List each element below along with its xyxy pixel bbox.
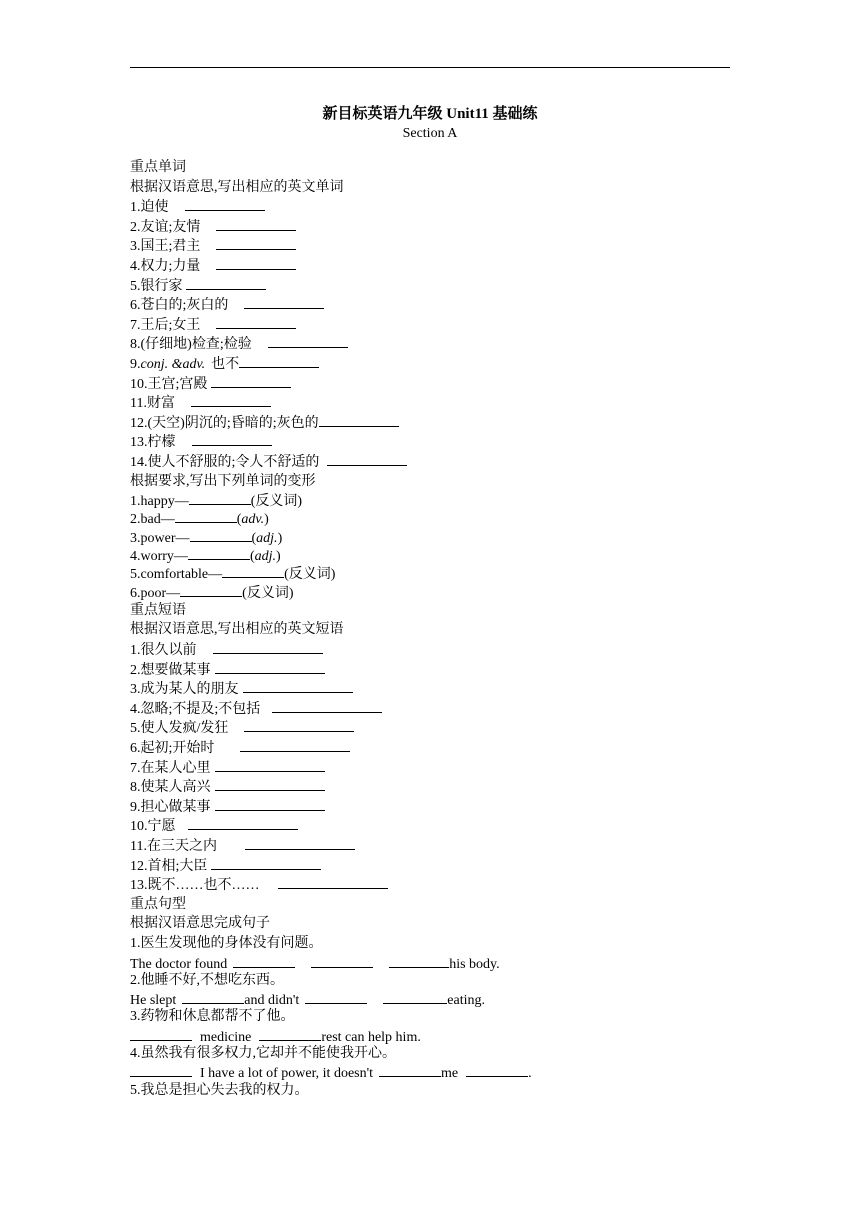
phrase-item	[130, 718, 730, 738]
sentence-en	[130, 1027, 730, 1045]
answer-blank[interactable]	[190, 528, 252, 542]
answer-blank[interactable]	[259, 1027, 321, 1041]
phrase-item	[130, 660, 730, 680]
instruction-forms: 根据要求,写出下列单词的变形	[130, 473, 316, 489]
answer-blank[interactable]	[175, 509, 237, 523]
phrase-item-label: 7.在某人心里	[130, 760, 211, 776]
form-item	[130, 509, 730, 527]
word-item	[130, 295, 730, 315]
answer-blank[interactable]	[244, 718, 354, 732]
form-item	[130, 491, 730, 509]
word-item	[130, 413, 730, 433]
section-heading-phrases: 重点短语	[130, 602, 186, 618]
form-item-hint: (	[236, 512, 242, 528]
form-item	[130, 564, 730, 582]
answer-blank[interactable]	[245, 836, 355, 850]
section-heading-sentences: 重点句型	[130, 896, 186, 912]
word-item	[130, 432, 730, 452]
answer-blank[interactable]	[213, 640, 323, 654]
form-item-hint: )	[276, 548, 281, 564]
answer-blank[interactable]	[319, 413, 399, 427]
answer-blank[interactable]	[466, 1063, 528, 1077]
word-item	[130, 354, 730, 374]
sentence-text: medicine	[200, 1029, 252, 1045]
answer-blank[interactable]	[189, 491, 251, 505]
phrase-item	[130, 797, 730, 817]
word-item	[130, 393, 730, 413]
word-item	[130, 374, 730, 394]
form-item-hint: )	[277, 530, 283, 546]
word-item-label: 9.	[130, 356, 141, 372]
word-item	[130, 276, 730, 296]
sentence-cn: 3.药物和休息都帮不了他。	[130, 1009, 295, 1025]
sentence-text: his body.	[449, 956, 500, 972]
form-item-label: 4.worry—	[130, 548, 188, 564]
header-rule	[130, 67, 730, 68]
phrase-item-label: 2.想要做某事	[130, 662, 211, 678]
answer-blank[interactable]	[311, 954, 373, 968]
answer-blank[interactable]	[211, 374, 291, 388]
form-item	[130, 583, 730, 601]
sentence-text: and didn't	[244, 993, 300, 1009]
page-subtitle: Section A	[402, 126, 458, 141]
answer-blank[interactable]	[305, 990, 367, 1004]
answer-blank[interactable]	[188, 546, 250, 560]
answer-blank[interactable]	[222, 564, 284, 578]
phrase-item	[130, 699, 730, 719]
sentence-text: He slept	[130, 993, 177, 1009]
answer-blank[interactable]	[268, 334, 348, 348]
word-item-label: 也不	[211, 356, 240, 372]
phrase-item	[130, 875, 730, 895]
answer-blank[interactable]	[191, 393, 271, 407]
word-item-label: 14.使人不舒服的;令人不舒适的	[130, 454, 320, 470]
sentence-text: .	[528, 1066, 532, 1082]
word-item-label: 2.友谊;友情	[130, 219, 201, 235]
section-heading-words: 重点单词	[130, 160, 186, 175]
answer-blank[interactable]	[130, 1063, 192, 1077]
sentence-text: me	[441, 1066, 459, 1082]
form-item-label: 5.comfortable—	[130, 567, 223, 583]
sentence-text: eating.	[447, 993, 485, 1009]
word-item-label: 8.(仔细地)检查;检验	[130, 337, 252, 353]
answer-blank[interactable]	[211, 856, 321, 870]
answer-blank[interactable]	[216, 256, 296, 270]
form-item-hint: )	[264, 512, 269, 528]
answer-blank[interactable]	[272, 699, 382, 713]
word-item-label: 3.国王;君主	[130, 239, 201, 255]
word-item-label: 7.王后;女王	[130, 317, 201, 333]
form-item-hint: (反义词)	[242, 585, 294, 601]
phrase-item-label: 3.成为某人的朋友	[130, 682, 239, 698]
phrase-item-label: 1.很久以前	[130, 643, 197, 659]
word-item	[130, 315, 730, 335]
answer-blank[interactable]	[243, 679, 353, 693]
answer-blank[interactable]	[389, 954, 449, 968]
answer-blank[interactable]	[180, 583, 242, 597]
phrase-item-label: 11.在三天之内	[130, 839, 217, 854]
phrase-item	[130, 640, 730, 660]
answer-blank[interactable]	[192, 432, 272, 446]
form-item	[130, 546, 730, 564]
word-item	[130, 334, 730, 354]
phrase-item-label: 10.宁愿	[130, 819, 176, 835]
answer-blank[interactable]	[130, 1027, 192, 1041]
phrase-item	[130, 836, 730, 856]
instruction-phrases: 根据汉语意思,写出相应的英文短语	[130, 622, 344, 638]
answer-blank[interactable]	[215, 797, 325, 811]
phrase-item-label: 5.使人发疯/发狂	[130, 721, 229, 737]
sentence-text: The doctor found	[130, 956, 228, 972]
sentence-cn: 5.我总是担心失去我的权力。	[130, 1082, 309, 1098]
form-item-pos: adv.	[241, 512, 265, 528]
word-item-label: 12.(天空)阴沉的;昏暗的;灰色的	[130, 415, 319, 431]
sentence-text: I have a lot of power, it doesn't	[200, 1066, 374, 1082]
word-item-label: 1.迫使	[130, 200, 169, 216]
form-item-label: 3.power—	[130, 530, 190, 546]
sentence-en	[130, 990, 730, 1008]
answer-blank[interactable]	[327, 452, 407, 466]
phrase-item	[130, 777, 730, 797]
sentence-en	[130, 954, 730, 972]
answer-blank[interactable]	[240, 738, 350, 752]
word-item-label: 10.王宫;宫殿	[130, 376, 208, 392]
instruction-sentences: 根据汉语意思完成句子	[130, 916, 270, 932]
answer-blank[interactable]	[182, 990, 244, 1004]
page-title: 新目标英语九年级 Unit11 基础练	[322, 106, 538, 122]
phrase-item-label: 12.首相;大臣	[130, 858, 208, 874]
answer-blank[interactable]	[379, 1063, 441, 1077]
sentence-text: rest can help him.	[321, 1029, 421, 1045]
answer-blank[interactable]	[216, 236, 296, 250]
answer-blank[interactable]	[215, 777, 325, 791]
title-block	[130, 104, 730, 143]
phrase-item	[130, 679, 730, 699]
phrase-item	[130, 758, 730, 778]
worksheet-content	[130, 158, 730, 1100]
form-item	[130, 528, 730, 546]
form-item-label: 6.poor—	[130, 585, 181, 601]
instruction-words: 根据汉语意思,写出相应的英文单词	[130, 179, 344, 195]
form-item-hint: (反义词)	[284, 567, 336, 583]
phrase-item-label: 8.使某人高兴	[130, 780, 211, 796]
phrase-item	[130, 816, 730, 836]
form-item-hint: (	[249, 548, 255, 564]
answer-blank[interactable]	[188, 816, 298, 830]
answer-blank[interactable]	[278, 875, 388, 889]
answer-blank[interactable]	[215, 660, 325, 674]
answer-blank[interactable]	[185, 197, 265, 211]
form-item-hint: (反义词)	[250, 494, 303, 510]
word-item-label: 13.柠檬	[130, 435, 176, 451]
phrase-item-label: 4.忽略;不提及;不包括	[130, 701, 261, 717]
word-item-pos: conj. &adv.	[140, 356, 206, 372]
answer-blank[interactable]	[216, 217, 296, 231]
phrase-item-label: 13.既不……也不……	[130, 878, 260, 894]
word-item-label: 4.权力;力量	[130, 258, 201, 274]
phrase-item-label: 9.担心做某事	[130, 799, 211, 815]
answer-blank[interactable]	[216, 315, 296, 329]
answer-blank[interactable]	[244, 295, 324, 309]
answer-blank[interactable]	[186, 276, 266, 290]
word-item	[130, 452, 730, 472]
word-item	[130, 197, 730, 217]
sentence-en	[130, 1063, 730, 1081]
form-item-hint: (	[251, 530, 257, 546]
word-item	[130, 256, 730, 276]
sentence-cn: 1.医生发现他的身体没有问题。	[130, 935, 323, 951]
form-item-label: 1.happy—	[130, 494, 189, 510]
sentence-cn: 4.虽然我有很多权力,它却并不能使我开心。	[130, 1046, 396, 1062]
phrase-item	[130, 738, 730, 758]
answer-blank[interactable]	[239, 354, 319, 368]
sentence-cn: 2.他睡不好,不想吃东西。	[130, 972, 284, 988]
phrase-item-label: 6.起初;开始时	[130, 741, 215, 757]
word-item	[130, 217, 730, 237]
answer-blank[interactable]	[215, 758, 325, 772]
word-item-label: 5.银行家	[130, 278, 183, 294]
form-item-pos: adj.	[254, 548, 276, 564]
answer-blank[interactable]	[233, 954, 295, 968]
word-item-label: 11.财富	[130, 396, 175, 412]
form-item-pos: adj.	[256, 530, 278, 546]
word-item-label: 6.苍白的;灰白的	[130, 298, 229, 314]
word-item	[130, 236, 730, 256]
answer-blank[interactable]	[383, 990, 447, 1004]
phrase-item	[130, 856, 730, 876]
form-item-label: 2.bad—	[130, 512, 175, 528]
